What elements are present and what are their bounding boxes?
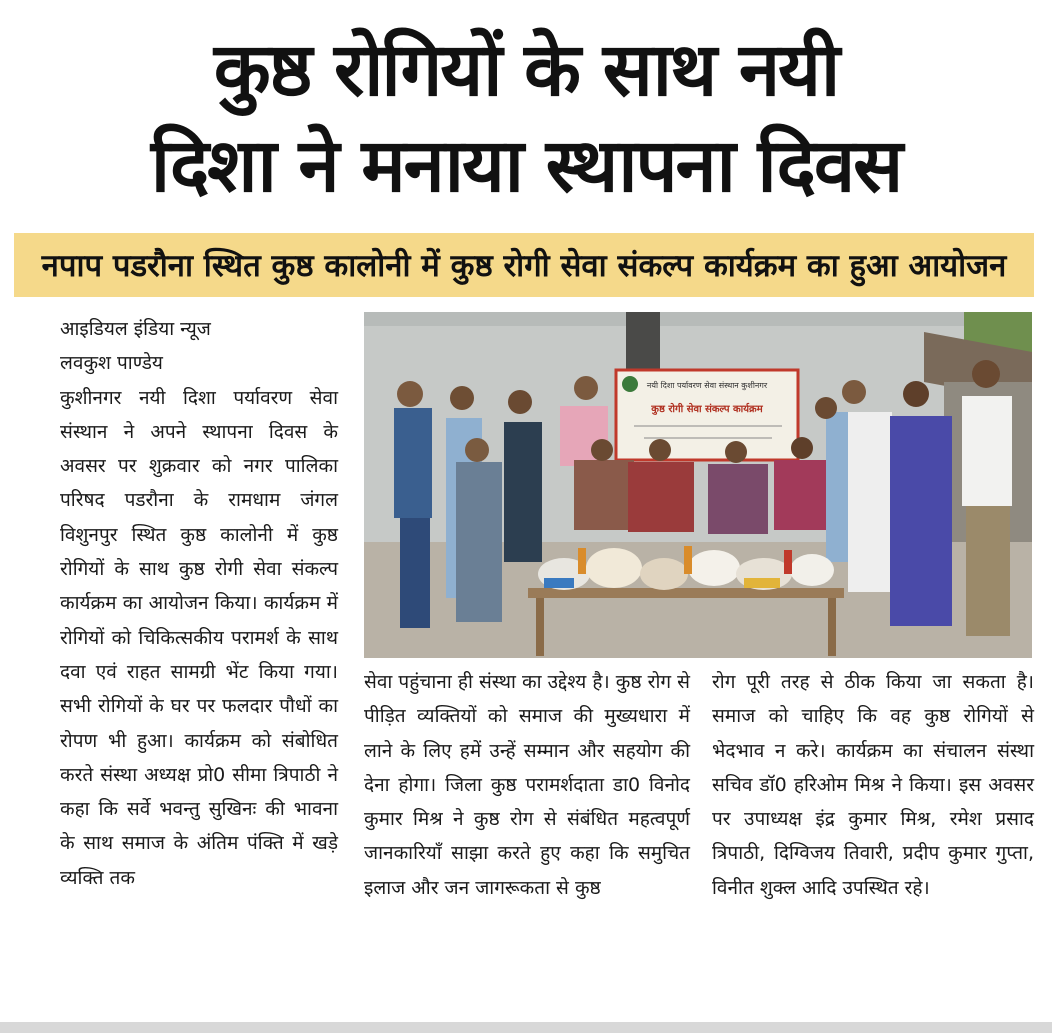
news-photo [364,312,1032,658]
headline [0,22,1052,214]
article-text-col1: कुशीनगर नयी दिशा पर्यावरण सेवा संस्थान ने अपने स्थापना दिवस के अवसर पर शुक्रवार को नगर पालिका परिषद पडरौना के रामधाम जंगल विशुनपुर स्थित कुष्ठ कालोनी में कुष्ठ रोगियों के साथ कुष्ठ रोगी सेवा संकल्प कार्यक्रम का आयोजन किया। कार्यक्रम में रोगियों को चिकित्सकीय परामर्श के साथ दवा एवं राहत सामग्री भेंट किया गया। सभी रोगियों के घर पर फलदार पौधों का रोपण भी हुआ। कार्यक्रम को संबोधित करते संस्था अध्यक्ष प्रो0 सीमा त्रिपाठी ने कहा कि सर्वे भवन्तु सुखिनः की भावना के साथ समाज के अंतिम पंक्ति में खड़े व्यक्ति तक [60,386,338,889]
subheadline: नपाप पडरौना स्थित कुष्ठ कालोनी में कुष्ठ रोगी सेवा संकल्प कार्यक्रम का हुआ आयोजन [14,233,1034,297]
byline-source: आइडियल इंडिया न्यूज [60,318,211,340]
article-text-col2: सेवा पहुंचाना ही संस्था का उद्देश्य है। कुष्ठ रोग से पीड़ित व्यक्तियों को समाज की मुख्यधारा में लाने के लिए हमें उन्हें सम्मान और सहयोग की देना होगा। जिला कुष्ठ परामर्शदाता डा0 विनोद कुमार मिश्र ने कुष्ठ रोग से संबंधित महत्वपूर्ण जानकारियाँ साझा करते हुए कहा कि समुचित इलाज और जन जागरूकता से कुष्ठ [364,671,690,899]
banner-line-1: नयी दिशा पर्यावरण सेवा संस्थान कुशीनगर [646,381,768,390]
byline-author: लवकुश पाण्डेय [60,352,163,375]
article-column-2 [364,665,690,905]
news-photo-illustration [364,312,1032,658]
article-text-col3: रोग पूरी तरह से ठीक किया जा सकता है। समाज को चाहिए कि वह कुष्ठ रोगियों से भेदभाव न करे। कार्यक्रम का संचालन संस्था सचिव डॉ0 हरिओम मिश्र ने किया। इस अवसर पर उपाध्यक्ष इंद्र कुमार मिश्र, रमेश प्रसाद त्रिपाठी, दिग्विजय तिवारी, प्रदीप कुमार गुप्ता, विनीत शुक्ल आदि उपस्थित रहे। [712,671,1034,899]
banner-line-2: कुष्ठ रोगी सेवा संकल्प कार्यक्रम [651,404,763,415]
headline-line-2: दिशा ने मनाया स्थापना दिवस [150,123,902,209]
page-bottom-strip [0,1022,1052,1033]
article-column-1 [16,312,338,895]
article-column-3 [712,665,1034,905]
headline-line-1: कुष्ठ रोगियों के साथ नयी [213,27,839,113]
